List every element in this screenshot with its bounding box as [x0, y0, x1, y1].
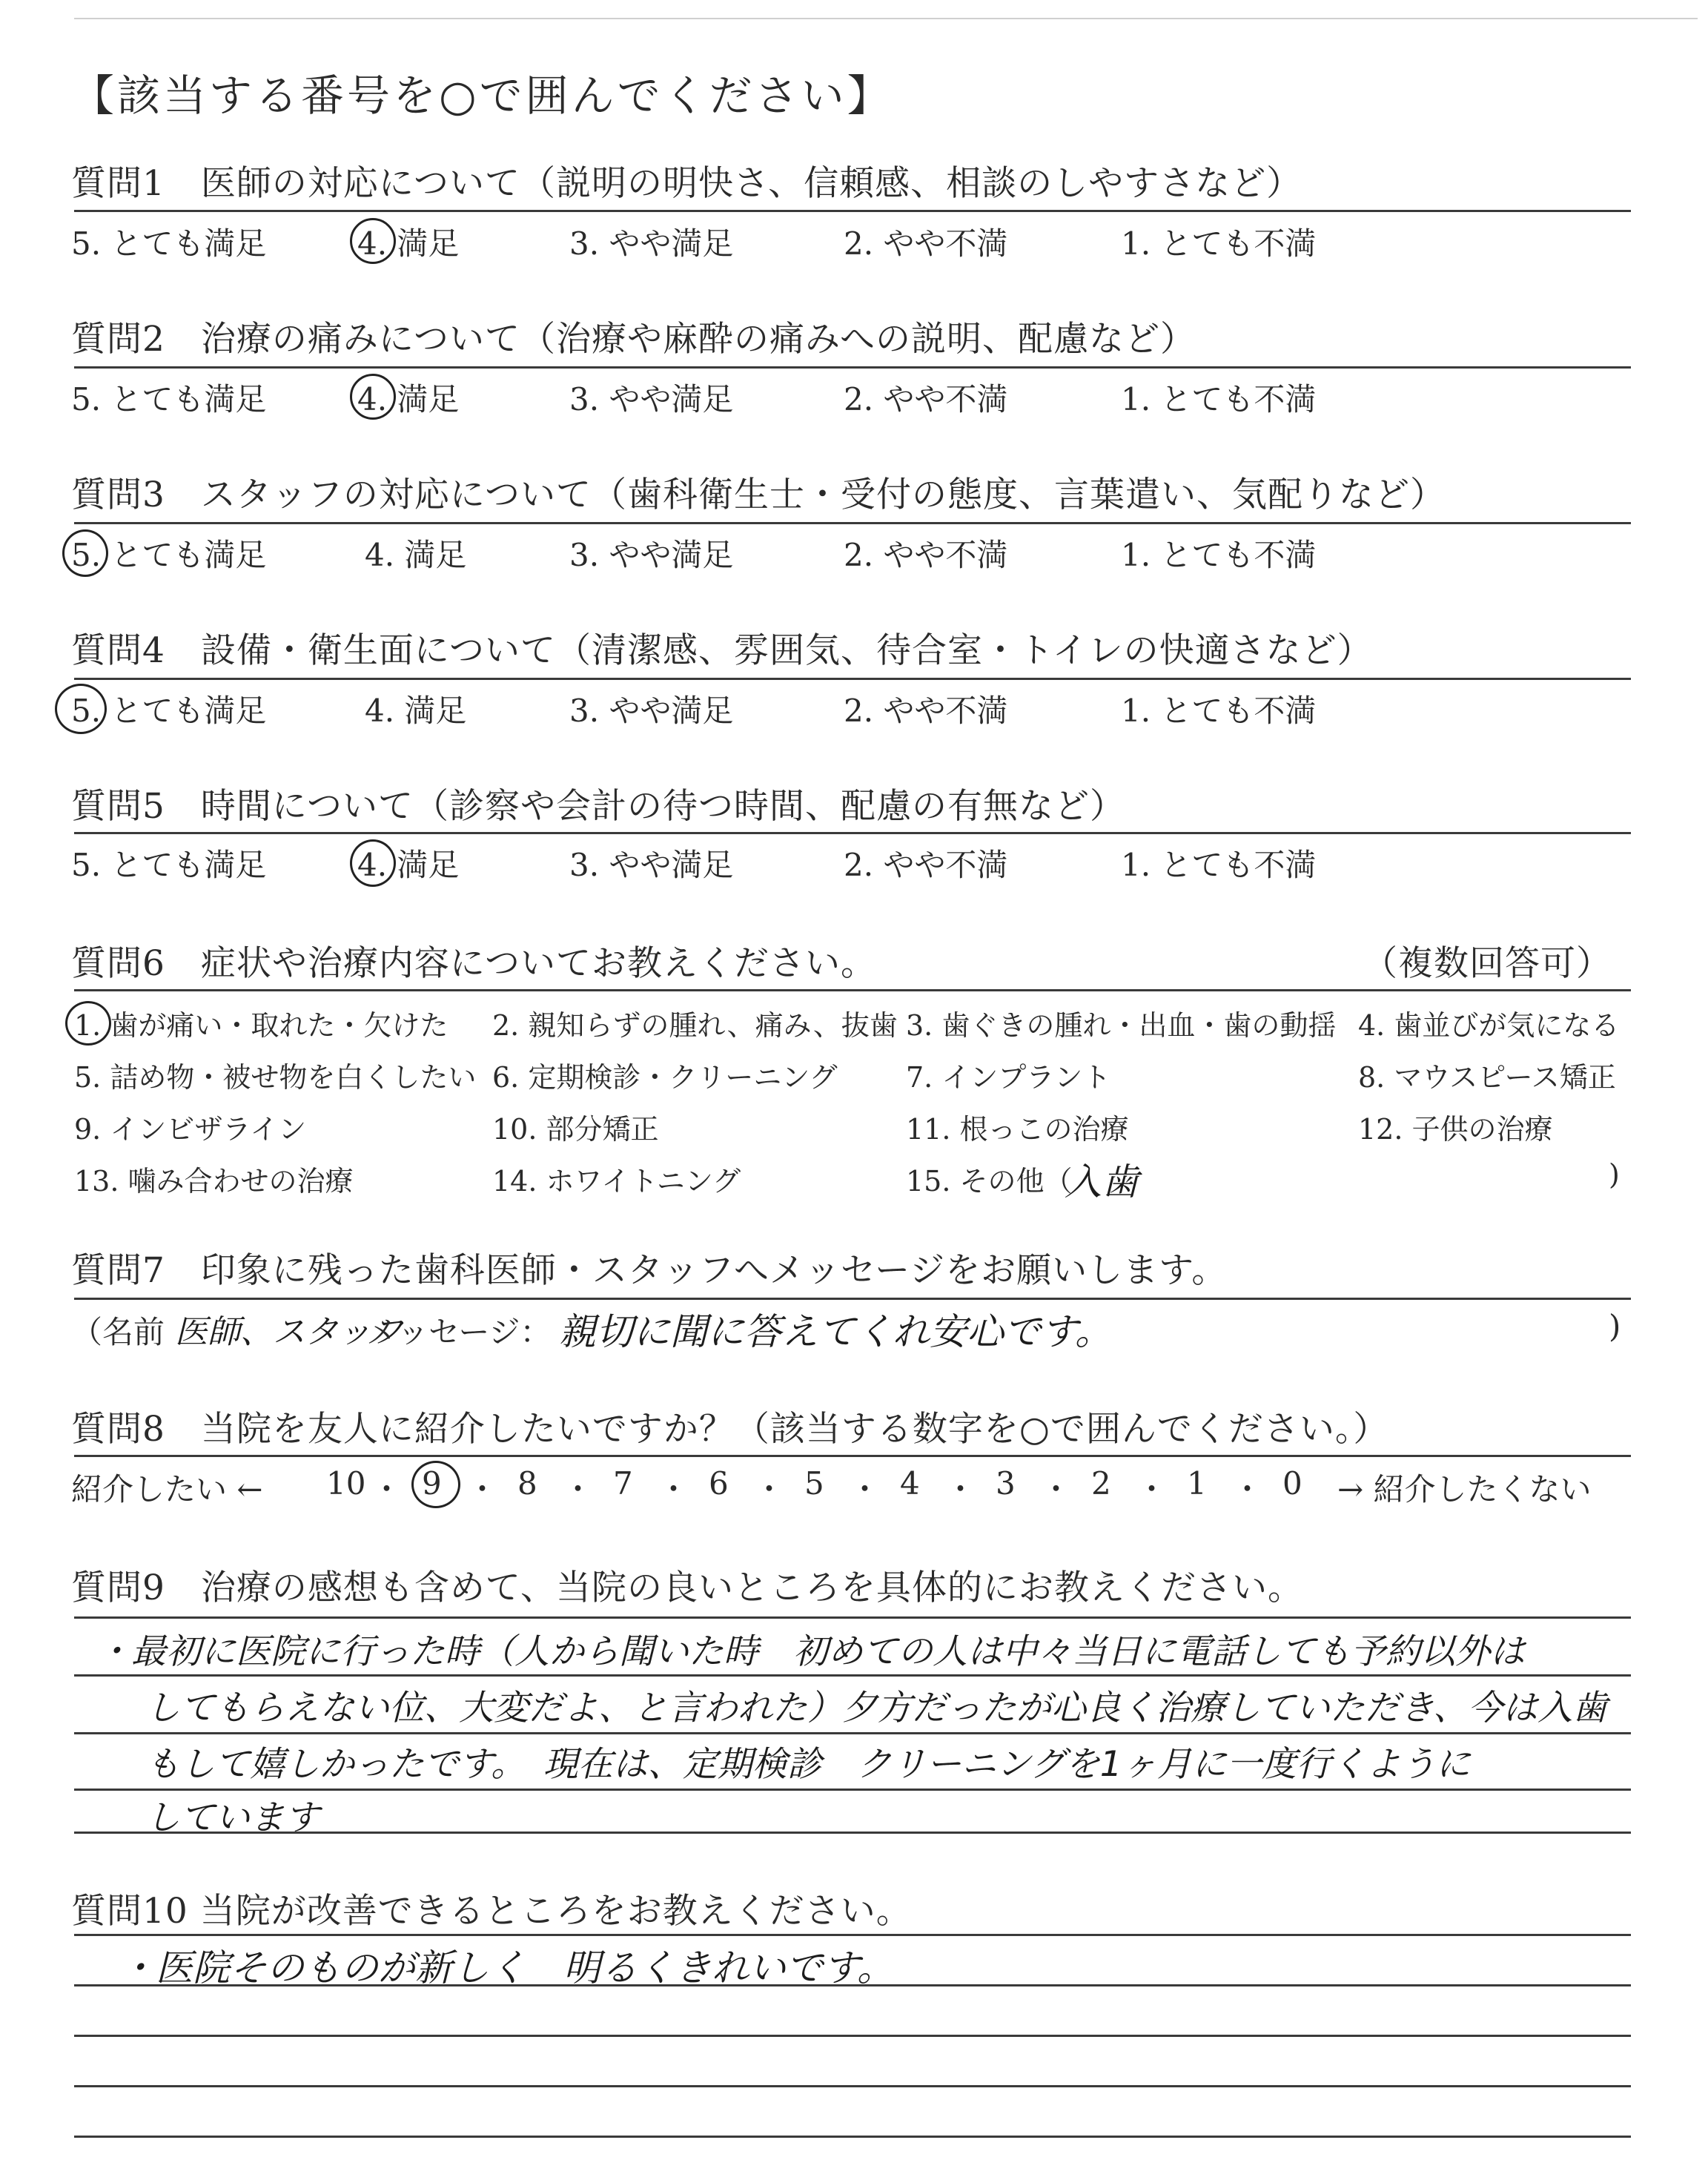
q8-scale-5[interactable]: 5	[804, 1465, 824, 1502]
q3-option-3[interactable]: 3. やや満足	[569, 537, 734, 573]
q4-option-2[interactable]: 2. やや不満	[844, 693, 1008, 729]
q6-option-5[interactable]: 5. 詰め物・被せ物を白くしたい	[74, 1061, 477, 1094]
q3-option-4[interactable]: 4. 満足	[365, 537, 467, 573]
q6-option-12[interactable]: 12. 子供の治療	[1358, 1113, 1553, 1146]
q9-answer-line-1[interactable]: ・最初に医院に行った時（人から聞いた時 初めての人は中々当日に電話しても予約以外は	[96, 1631, 1525, 1672]
q6-option-15[interactable]: 15. その他（	[906, 1165, 1073, 1198]
question-6-text: 質問6 症状や治療内容についてお教えください。	[71, 943, 876, 984]
q5-option-1[interactable]: 1. とても不満	[1121, 847, 1317, 883]
q10-line-5	[74, 2136, 1631, 2138]
q2-option-2[interactable]: 2. やや不満	[844, 381, 1008, 417]
question-7-rule	[74, 1298, 1631, 1300]
q10-line-4	[74, 2085, 1631, 2087]
q8-scale-separator: ・	[1136, 1471, 1168, 1507]
question-4-text: 質問4 設備・衛生面について（清潔感、雰囲気、待合室・トイレの快適さなど）	[71, 630, 1373, 671]
q7-close-paren: )	[1609, 1308, 1621, 1344]
q10-line-1	[74, 1934, 1631, 1936]
q2-selection-circle	[350, 374, 396, 420]
question-3-text: 質問3 スタッフの対応について（歯科衛生士・受付の態度、言葉遣い、気配りなど）	[71, 475, 1446, 515]
q1-option-5[interactable]: 5. とても満足	[71, 225, 267, 262]
q2-option-4[interactable]: 4. 満足	[357, 381, 460, 417]
q8-scale-7[interactable]: 7	[613, 1465, 633, 1502]
q6-option-8[interactable]: 8. マウスピース矯正	[1358, 1061, 1616, 1094]
question-1-rule	[74, 210, 1631, 212]
q8-scale-10[interactable]: 10	[326, 1465, 366, 1502]
q8-scale-9[interactable]: 9	[422, 1465, 442, 1502]
question-4-rule	[74, 678, 1631, 680]
q4-option-4[interactable]: 4. 満足	[365, 693, 467, 729]
q9-line-2	[74, 1674, 1631, 1677]
q8-selection-circle	[411, 1461, 460, 1508]
q9-line-1	[74, 1616, 1631, 1619]
q8-scale-4[interactable]: 4	[900, 1465, 920, 1502]
q6-option-13[interactable]: 13. 噛み合わせの治療	[74, 1165, 354, 1198]
q6-option-10[interactable]: 10. 部分矯正	[492, 1113, 659, 1146]
q8-scale-separator: ・	[1231, 1471, 1263, 1507]
q8-scale-separator: ・	[753, 1471, 785, 1507]
q6-option-11[interactable]: 11. 根っこの治療	[906, 1113, 1129, 1146]
q6-option-9[interactable]: 9. インビザライン	[74, 1113, 307, 1146]
q2-option-1[interactable]: 1. とても不満	[1121, 381, 1317, 417]
q4-option-5[interactable]: 5. とても満足	[71, 693, 267, 729]
q10-answer-line-1[interactable]: ・医院そのものが新しく 明るくきれいです。	[119, 1946, 894, 1989]
q7-message-answer[interactable]: 親切に聞に答えてくれ安心です。	[559, 1310, 1112, 1353]
question-5-rule	[74, 832, 1631, 834]
q6-option-1[interactable]: 1. 歯が痛い・取れた・欠けた	[74, 1009, 448, 1042]
q6-option-7[interactable]: 7. インプラント	[906, 1061, 1111, 1094]
question-6-rule	[74, 989, 1631, 991]
question-2-rule	[74, 366, 1631, 369]
q1-option-1[interactable]: 1. とても不満	[1121, 225, 1317, 262]
q9-line-3	[74, 1732, 1631, 1734]
question-5-text: 質問5 時間について（診察や会計の待つ時間、配慮の有無など）	[71, 786, 1125, 827]
q3-option-2[interactable]: 2. やや不満	[844, 537, 1008, 573]
q1-option-2[interactable]: 2. やや不満	[844, 225, 1008, 262]
q6-option-6[interactable]: 6. 定期検診・クリーニング	[492, 1061, 838, 1094]
q7-name-answer[interactable]: 医師、スタッフ	[175, 1313, 403, 1351]
q1-selection-circle	[350, 218, 396, 264]
q4-selection-circle	[55, 684, 107, 734]
q6-option-3[interactable]: 3. 歯ぐきの腫れ・出血・歯の動揺	[906, 1009, 1337, 1042]
q1-option-4[interactable]: 4. 満足	[357, 225, 460, 262]
question-8-rule	[74, 1455, 1631, 1457]
q8-scale-8[interactable]: 8	[517, 1465, 537, 1502]
q8-scale-separator: ・	[1040, 1471, 1072, 1507]
question-2-text: 質問2 治療の痛みについて（治療や麻酔の痛みへの説明、配慮など）	[71, 319, 1196, 360]
q8-scale-6[interactable]: 6	[709, 1465, 729, 1502]
question-9-text: 質問9 治療の感想も含めて、当院の良いところを具体的にお教えください。	[71, 1568, 1303, 1608]
q5-option-3[interactable]: 3. やや満足	[569, 847, 734, 883]
q8-scale-separator: ・	[944, 1471, 976, 1507]
page-title: 【該当する番号を○で囲んでください】	[71, 70, 893, 121]
q2-option-3[interactable]: 3. やや満足	[569, 381, 734, 417]
q5-option-5[interactable]: 5. とても満足	[71, 847, 267, 883]
q5-option-2[interactable]: 2. やや不満	[844, 847, 1008, 883]
question-3-rule	[74, 522, 1631, 524]
q3-option-1[interactable]: 1. とても不満	[1121, 537, 1317, 573]
q6-selection-circle	[65, 1001, 111, 1046]
q8-scale-separator: ・	[658, 1471, 689, 1507]
q5-option-4[interactable]: 4. 満足	[357, 847, 460, 883]
q8-scale-separator: ・	[466, 1471, 498, 1507]
q8-scale-separator: ・	[371, 1471, 403, 1507]
q9-answer-line-3[interactable]: もして嬉しかったです。 現在は、定期検診 クリーニングを1ヶ月に一度行くように	[145, 1744, 1471, 1785]
q8-scale-3[interactable]: 3	[996, 1465, 1016, 1502]
q6-option-2[interactable]: 2. 親知らずの腫れ、痛み、抜歯	[492, 1009, 898, 1042]
q4-option-1[interactable]: 1. とても不満	[1121, 693, 1317, 729]
q5-selection-circle	[350, 839, 396, 887]
q8-scale-2[interactable]: 2	[1091, 1465, 1111, 1502]
q7-message-label: メッセージ：	[366, 1314, 552, 1350]
question-10-text: 質問10 当院が改善できるところをお教えください。	[71, 1891, 912, 1932]
q4-option-3[interactable]: 3. やや満足	[569, 693, 734, 729]
top-border	[74, 18, 1698, 19]
q7-name-label: （名前	[71, 1314, 165, 1350]
q6-option-4[interactable]: 4. 歯並びが気になる	[1358, 1009, 1620, 1042]
q6-option-14[interactable]: 14. ホワイトニング	[492, 1165, 741, 1198]
q6-other-close: )	[1609, 1158, 1620, 1191]
q8-scale-0[interactable]: 0	[1282, 1465, 1302, 1502]
q8-scale-separator: ・	[562, 1471, 594, 1507]
question-6-note: （複数回答可）	[1363, 943, 1612, 984]
q6-other-answer: 入歯	[1065, 1160, 1139, 1203]
q8-left-label: 紹介したい ←	[71, 1471, 263, 1507]
q8-right-label: → 紹介したくない	[1337, 1471, 1592, 1507]
q2-option-5[interactable]: 5. とても満足	[71, 381, 267, 417]
q3-option-5[interactable]: 5. とても満足	[71, 537, 267, 573]
q9-answer-line-2[interactable]: してもらえない位、大変だよ、と言われた）夕方だったが心良く治療していただき、今は入歯	[145, 1688, 1608, 1728]
question-7-text: 質問7 印象に残った歯科医師・スタッフへメッセージをお願いします。	[71, 1250, 1228, 1291]
q1-option-3[interactable]: 3. やや満足	[569, 225, 734, 262]
q9-answer-line-4[interactable]: しています	[145, 1797, 320, 1838]
question-8-text: 質問8 当院を友人に紹介したいですか？（該当する数字を○で囲んでください。）	[71, 1409, 1389, 1450]
q3-selection-circle	[62, 529, 108, 577]
q10-line-3	[74, 2035, 1631, 2037]
q8-scale-1[interactable]: 1	[1187, 1465, 1207, 1502]
q8-scale-separator: ・	[849, 1471, 881, 1507]
question-1-text: 質問1 医師の対応について（説明の明快さ、信頼感、相談のしやすさなど）	[71, 163, 1302, 204]
